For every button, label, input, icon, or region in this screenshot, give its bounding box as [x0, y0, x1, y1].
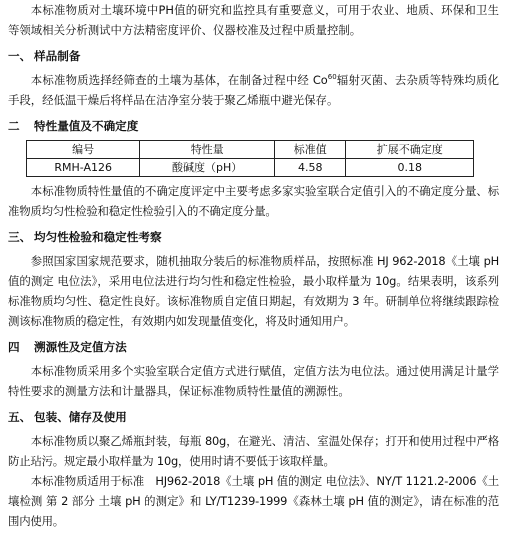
- section-number: 三、: [8, 230, 32, 244]
- intro-paragraph: 本标准物质对土壤环境中PH值的研究和监控具有重要意义，可用于农业、地质、环保和卫生等领域相关分析测试中方法精密度评价、仪器校准及过程中质量控制。: [8, 3, 499, 37]
- section-heading-5: [8, 407, 499, 427]
- prep-paragraph: [8, 70, 499, 110]
- section-heading-3: [8, 227, 499, 247]
- usage-paragraph-1: 本标准物质以聚乙烯瓶封装，每瓶 80g，在避光、清洁、室温处保存；打开和使用过程中严格防止玷污。规定最小取样量为 10g，使用时请不要低于该取样量。: [8, 434, 499, 468]
- section-title: 溯源性及定值方法: [34, 340, 127, 354]
- section-heading-4: [8, 337, 499, 357]
- table-header-row: [27, 141, 474, 159]
- homogeneity-paragraph: 参照国家国家规范要求，随机抽取分装后的标准物质样品，按照标准 HJ 962-2018《土壤 pH 值的测定 电位法》，采用电位法进行均匀性和稳定性检验，最小取样量为 10g。结果表明，该系列标准物质均匀性、稳定性良好。该标准物质自定值日期起，有效期为 3 年。研制单位将继续跟踪检测该标准物质的稳定性，有效期内如发现量值变化，将及时通知用户。: [8, 254, 499, 328]
- usage-paragraph-2: 本标准物质适用于标准 HJ962-2018《土壤 pH 值的测定 电位法》、NY/T 1121.2-2006《土壤检测 第 2 部分 土壤 pH 的测定》和 LY/T1239-1999《森林土壤 pH 值的测定》，请在标准的范围内使用。: [8, 474, 499, 528]
- header-cell: 扩展不确定度: [346, 141, 474, 159]
- header-cell: 编号: [27, 141, 140, 159]
- table-cell: 酸碱度（pH）: [140, 159, 275, 177]
- table-row: [27, 159, 474, 177]
- section-title: 包装、储存及使用: [34, 410, 127, 424]
- section-title: 均匀性检验和稳定性考察: [34, 230, 162, 244]
- prep-text-before: 本标准物质选择经筛查的土壤为基体，在制备过程中经 Co: [30, 73, 328, 87]
- uncertainty-paragraph: 本标准物质特性量值的不确定度评定中主要考虑多家实验室联合定值引入的不确定度分量、标准物质均匀性检验和稳定性检验引入的不确定度分量。: [8, 184, 499, 218]
- section-number: 二: [8, 119, 20, 133]
- section-title: 特性量值及不确定度: [34, 119, 139, 133]
- header-cell: 特性量: [140, 141, 275, 159]
- isotope-superscript: 60: [327, 73, 337, 82]
- section-heading-2: [8, 116, 499, 136]
- section-number: 四: [8, 340, 20, 354]
- section-title: 样品制备: [34, 49, 81, 63]
- traceability-paragraph: 本标准物质采用多个实验室联合定值方式进行赋值，定值方法为电位法。通过使用满足计量学特性要求的测量方法和计量器具，保证标准物质特性量值的溯源性。: [8, 364, 499, 398]
- section-heading-1: [8, 46, 499, 66]
- section-number: 一、: [8, 49, 32, 63]
- certified-value-table: [26, 140, 474, 177]
- table-cell: RMH-A126: [27, 159, 140, 177]
- table-cell: 4.58: [275, 159, 346, 177]
- table-cell: 0.18: [346, 159, 474, 177]
- prep-text-after: 辐射灭菌、去杂质等特殊均质化手段，经低温干燥后将样品在洁净室分装于聚乙烯瓶中避光保存。: [8, 73, 499, 107]
- section-number: 五、: [8, 410, 32, 424]
- header-cell: 标准值: [275, 141, 346, 159]
